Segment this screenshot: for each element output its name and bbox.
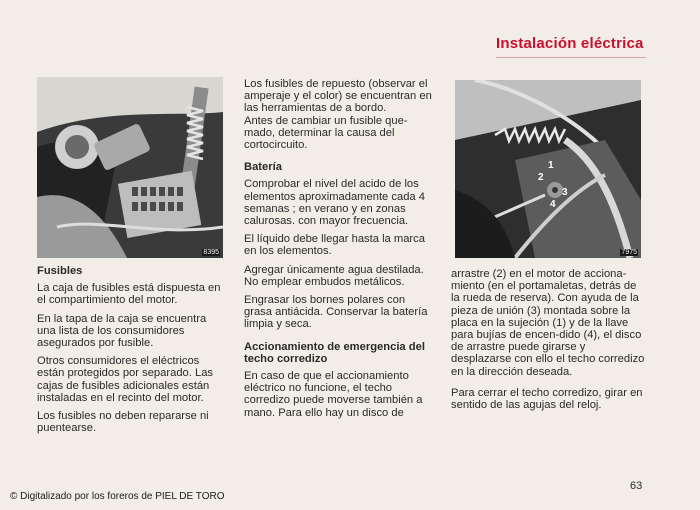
paragraph: Para cerrar el techo corredizo, girar en sentido de las agujas del reloj. bbox=[451, 386, 643, 412]
column-3 bbox=[451, 268, 647, 417]
heading-bateria: Batería bbox=[244, 161, 282, 174]
figure-number: 7975 bbox=[621, 249, 637, 256]
title-underline bbox=[496, 57, 646, 58]
column-2 bbox=[244, 78, 434, 425]
paragraph: La caja de fusibles está dispuesta en el compartimiento del motor. bbox=[37, 282, 221, 307]
digitization-credit: © Digitalizado por los foreros de PIEL DE TORO bbox=[10, 491, 225, 502]
engine-illustration bbox=[37, 77, 223, 258]
heading-fusibles: Fusibles bbox=[37, 265, 83, 277]
paragraph: Los fusibles de repuesto (observar el amperaje y el color) se encuentran en las herramientas de a bordo. bbox=[244, 78, 432, 115]
figure-number: 8395 bbox=[203, 249, 219, 256]
paragraph: Los fusibles no deben repararse ni puentearse. bbox=[37, 410, 209, 435]
paragraph: En caso de que el accionamiento eléctrico no funcione, el techo corredizo puede moverse también a mano. Para ello hay un disco de bbox=[244, 370, 423, 419]
paragraph: En la tapa de la caja se encuentra una lista de los consumidores asegurados por fusible. bbox=[37, 312, 207, 350]
column-1 bbox=[37, 265, 223, 440]
paragraph: Comprobar el nivel del acido de los elementos aproximadamente cada 4 semanas ; en verano y en zonas calurosas. con mayor frecuencia. bbox=[244, 178, 425, 228]
callout-3: 3 bbox=[562, 187, 568, 198]
callout-2: 2 bbox=[538, 172, 544, 183]
callout-4: 4 bbox=[550, 199, 556, 210]
page-number: 63 bbox=[630, 480, 643, 492]
section-title: Instalación eléctrica bbox=[496, 35, 644, 52]
paragraph: Antes de cambiar un fusible que-mado, determinar la causa del cortocircuito. bbox=[244, 114, 408, 152]
sunroof-motor-photo bbox=[455, 80, 641, 258]
engine-compartment-photo bbox=[37, 77, 223, 258]
paragraph: El líquido debe llegar hasta la marca en los elementos. bbox=[244, 233, 425, 258]
paragraph: arrastre (2) en el motor de acciona-miento (en el portamaletas, detrás de la rueda de reserva). Con ayuda de la pieza de unión (3) montada sobre la placa en la sujeción (1) y de la llave para bujías de encen-dido (4), el disco de arrastre puede girarse y desplazarse con ello el techo corredizo en la dirección deseada. bbox=[451, 268, 645, 378]
heading-techo-corredizo: Accionamiento de emergencia del techo corredizo bbox=[244, 340, 425, 365]
paragraph: Engrasar los bornes polares con grasa antiácida. Conservar la batería limpia y seca. bbox=[244, 294, 428, 331]
paragraph: Otros consumidores el eléctricos están protegidos por separado. Las cajas de fusibles adicionales están instaladas en el recinto del motor. bbox=[37, 355, 214, 404]
callout-1: 1 bbox=[548, 160, 554, 171]
paragraph: Agregar únicamente agua destilada. No emplear embudos metálicos. bbox=[244, 263, 424, 288]
